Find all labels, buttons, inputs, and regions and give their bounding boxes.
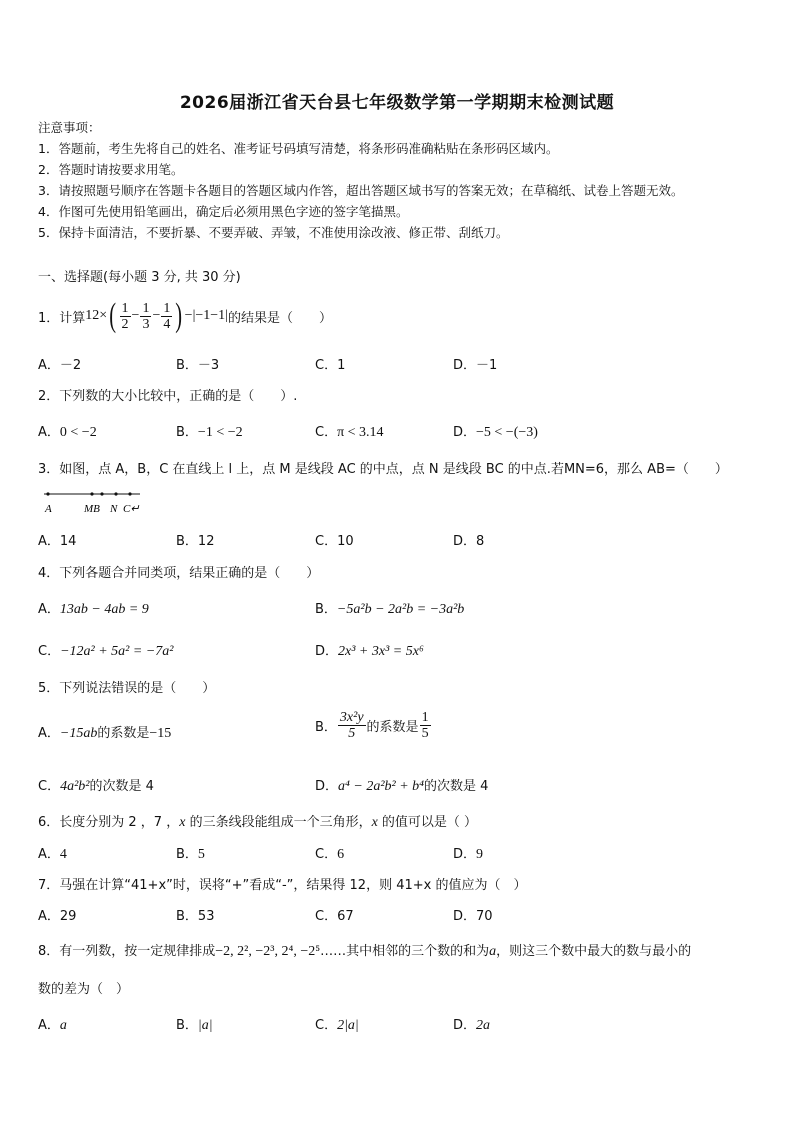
option-b[interactable]: B．−1 < −2 — [176, 425, 243, 440]
option-b[interactable]: B．−5a²b − 2a²b = −3a²b — [315, 602, 465, 617]
option-c[interactable]: C．π < 3.14 — [315, 425, 384, 440]
question-number: 1． — [38, 310, 60, 326]
question-8-line2: 数的差为（ ） — [38, 982, 130, 997]
fraction: $\frac{1}{3}$ — [142, 300, 150, 332]
option-c[interactable]: C．1 — [315, 358, 346, 373]
option-a[interactable]: A．−15ab的系数是−15 — [38, 726, 172, 741]
option-b[interactable]: B．－3 — [176, 358, 220, 373]
option-a[interactable]: A．a — [38, 1018, 67, 1033]
option-a[interactable]: A．13ab − 4ab = 9 — [38, 602, 149, 617]
math-expression: −|−1−1| — [184, 308, 228, 323]
option-a[interactable]: A．－2 — [38, 358, 82, 373]
question-2: 2．下列数的大小比较中，正确的是（ ）. — [38, 389, 298, 404]
option-c[interactable]: C．4a²b²的次数是 4 — [38, 779, 154, 794]
page-title: 2026届浙江省天台县七年级数学第一学期期末检测试题 — [179, 93, 615, 113]
option-c[interactable]: C．2|a| — [315, 1018, 359, 1033]
math-expression: 12× — [85, 308, 108, 323]
option-c[interactable]: C．6 — [315, 847, 345, 862]
note-item: 5．保持卡面清洁，不要折暴、不要弄破、弄皱，不准使用涂改液、修正带、刮纸刀。 — [38, 225, 509, 240]
question-text: 的结果是（ ） — [227, 310, 332, 326]
label-mb: MB — [84, 503, 100, 515]
option-d[interactable]: D．8 — [453, 534, 485, 549]
question-1: 1． 计算 12× ( $\frac{1}{2}$ − $\frac{1}{3}$ − $\frac{1}{4}$ ) −|−1−1| 的结果是（ ） — [38, 297, 332, 334]
label-a: A — [45, 503, 52, 515]
section-heading: 一、选择题(每小题 3 分, 共 30 分) — [38, 270, 241, 285]
note-item: 2．答题时请按要求用笔。 — [38, 162, 184, 177]
fraction: $\frac{1}{2}$ — [121, 300, 129, 332]
option-d[interactable]: D．2a — [453, 1018, 491, 1033]
option-d[interactable]: D．−5 < −(−3) — [453, 425, 538, 440]
option-d[interactable]: D．－1 — [453, 358, 498, 373]
note-item: 1．答题前，考生先将自己的姓名、准考证号码填写清楚，将条形码准确粘贴在条形码区域内。 — [38, 141, 559, 156]
option-b[interactable]: B．12 — [176, 534, 215, 549]
notes-heading: 注意事项： — [38, 120, 101, 135]
left-paren: ( — [109, 297, 117, 334]
fraction: $\frac{1}{5}$ — [421, 710, 429, 741]
option-b[interactable]: B． $\frac{\text{3x²y}}{5}$ 的系数是 $\frac{1}{5}$ — [315, 710, 429, 741]
option-c[interactable]: C．10 — [315, 534, 354, 549]
right-paren: ) — [175, 297, 183, 334]
option-d[interactable]: D．9 — [453, 847, 484, 862]
option-d[interactable]: D．a⁴ − 2a²b² + b⁴的次数是 4 — [315, 779, 489, 794]
point-c — [128, 492, 131, 495]
question-3: 3．如图，点 A，B，C 在直线上 l 上，点 M 是线段 AC 的中点，点 N 是线段 BC 的中点.若MN=6，那么 AB=（ ） — [38, 462, 728, 477]
question-7: 7．马强在计算“41+x”时，误将“+”看成“-”，结果得 12，则 41+x 的值应为（ ） — [38, 878, 527, 893]
question-4: 4．下列各题合并同类项，结果正确的是（ ） — [38, 566, 320, 581]
question-8: 8．有一列数，按一定规律排成−2, 2², −2³, 2⁴, −2⁵……其中相邻的三个数的和为a，则这三个数中最大的数与最小的 — [38, 944, 692, 959]
fraction: $\frac{\text{3x²y}}{5}$ — [339, 710, 364, 741]
fraction: $\frac{1}{4}$ — [163, 300, 171, 332]
label-n: N — [110, 503, 118, 515]
point-m — [90, 492, 93, 495]
question-5: 5．下列说法错误的是（ ） — [38, 681, 216, 696]
option-a[interactable]: A．0 < −2 — [38, 425, 97, 440]
option-a[interactable]: A．4 — [38, 847, 67, 862]
line-segment-figure — [40, 488, 150, 518]
question-6: 6．长度分别为 2 ，7 ，x 的三条线段能组成一个三角形，x 的值可以是（ ） — [38, 815, 478, 830]
option-d[interactable]: D．2x³ + 3x³ = 5x⁶ — [315, 644, 424, 659]
point-a — [46, 492, 49, 495]
option-b[interactable]: B．5 — [176, 847, 205, 862]
option-c[interactable]: C．−12a² + 5a² = −7a² — [38, 644, 174, 659]
point-n — [114, 492, 117, 495]
option-b[interactable]: B．|a| — [176, 1018, 213, 1033]
option-b[interactable]: B．53 — [176, 909, 215, 924]
question-text: 计算 — [59, 310, 86, 326]
label-c: C↵ — [123, 503, 140, 515]
note-item: 4．作图可先使用铅笔画出，确定后必须用黑色字迹的签字笔描黑。 — [38, 204, 409, 219]
option-d[interactable]: D．70 — [453, 909, 493, 924]
option-a[interactable]: A．29 — [38, 909, 77, 924]
point-b — [100, 492, 103, 495]
note-item: 3．请按照题号顺序在答题卡各题目的答题区域内作答，超出答题区域书写的答案无效；在草稿纸、试卷上答题无效。 — [38, 183, 684, 198]
option-c[interactable]: C．67 — [315, 909, 354, 924]
option-a[interactable]: A．14 — [38, 534, 77, 549]
